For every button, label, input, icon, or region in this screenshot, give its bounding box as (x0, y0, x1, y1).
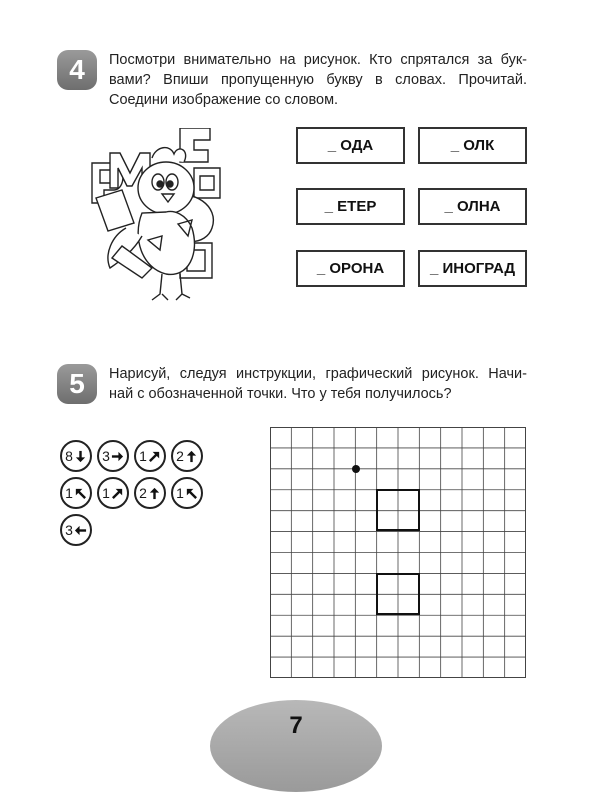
word-box-eter: _ ЕТЕР (296, 188, 405, 225)
instruction-step-3 (134, 440, 166, 472)
arrow-down-icon (74, 450, 87, 463)
arrow-up-right-icon (148, 450, 161, 463)
drawing-grid[interactable] (270, 427, 526, 678)
instruction-step-8 (171, 477, 203, 509)
page-number: 7 (289, 712, 303, 739)
arrow-up-left-icon (185, 487, 198, 500)
instruction-step-2 (97, 440, 129, 472)
arrow-up-icon (148, 487, 161, 500)
instruction-step-7 (134, 477, 166, 509)
task-4-instruction (109, 50, 527, 110)
task-5-line-1: Нарисуй, следуя инструкции, графический рисунок. Начи- (109, 366, 527, 382)
task-4-line-2: вами? Впиши пропущенную букву в словах. Прочитай. (109, 72, 527, 88)
step-count: 3 (102, 448, 110, 464)
step-count: 1 (139, 448, 147, 464)
arrow-left-icon (74, 524, 87, 537)
word-box-olna: _ ОЛНА (418, 188, 527, 225)
start-point (352, 465, 360, 473)
step-count: 1 (176, 485, 184, 501)
task-5-instruction (109, 364, 527, 404)
word-box-olk: _ ОЛК (418, 127, 527, 164)
task-4-line-3: Соедини изображение со словом. (109, 92, 339, 108)
arrow-up-right-icon (111, 487, 124, 500)
step-count: 1 (65, 485, 73, 501)
word-box-inograd: _ ИНОГРАД (418, 250, 527, 287)
task-5-number-badge: 5 (57, 364, 97, 404)
arrow-up-icon (185, 450, 198, 463)
arrow-right-icon (111, 450, 124, 463)
instruction-step-9 (60, 514, 92, 546)
step-count: 1 (102, 485, 110, 501)
arrow-up-left-icon (74, 487, 87, 500)
instruction-step-4 (171, 440, 203, 472)
step-count: 2 (176, 448, 184, 464)
hidden-animals-picture (82, 128, 224, 306)
task-5-line-2: най с обозначенной точки. Что у тебя получилось? (109, 386, 452, 402)
word-box-oda: _ ОДА (296, 127, 405, 164)
word-box-orona: _ ОРОНА (296, 250, 405, 287)
instruction-step-6 (97, 477, 129, 509)
step-count: 3 (65, 522, 73, 538)
instruction-step-5 (60, 477, 92, 509)
instruction-step-1 (60, 440, 92, 472)
task-4-number-badge: 4 (57, 50, 97, 90)
task-4-line-1: Посмотри внимательно на рисунок. Кто спрятался за бук- (109, 52, 527, 68)
step-count: 8 (65, 448, 73, 464)
step-count: 2 (139, 485, 147, 501)
